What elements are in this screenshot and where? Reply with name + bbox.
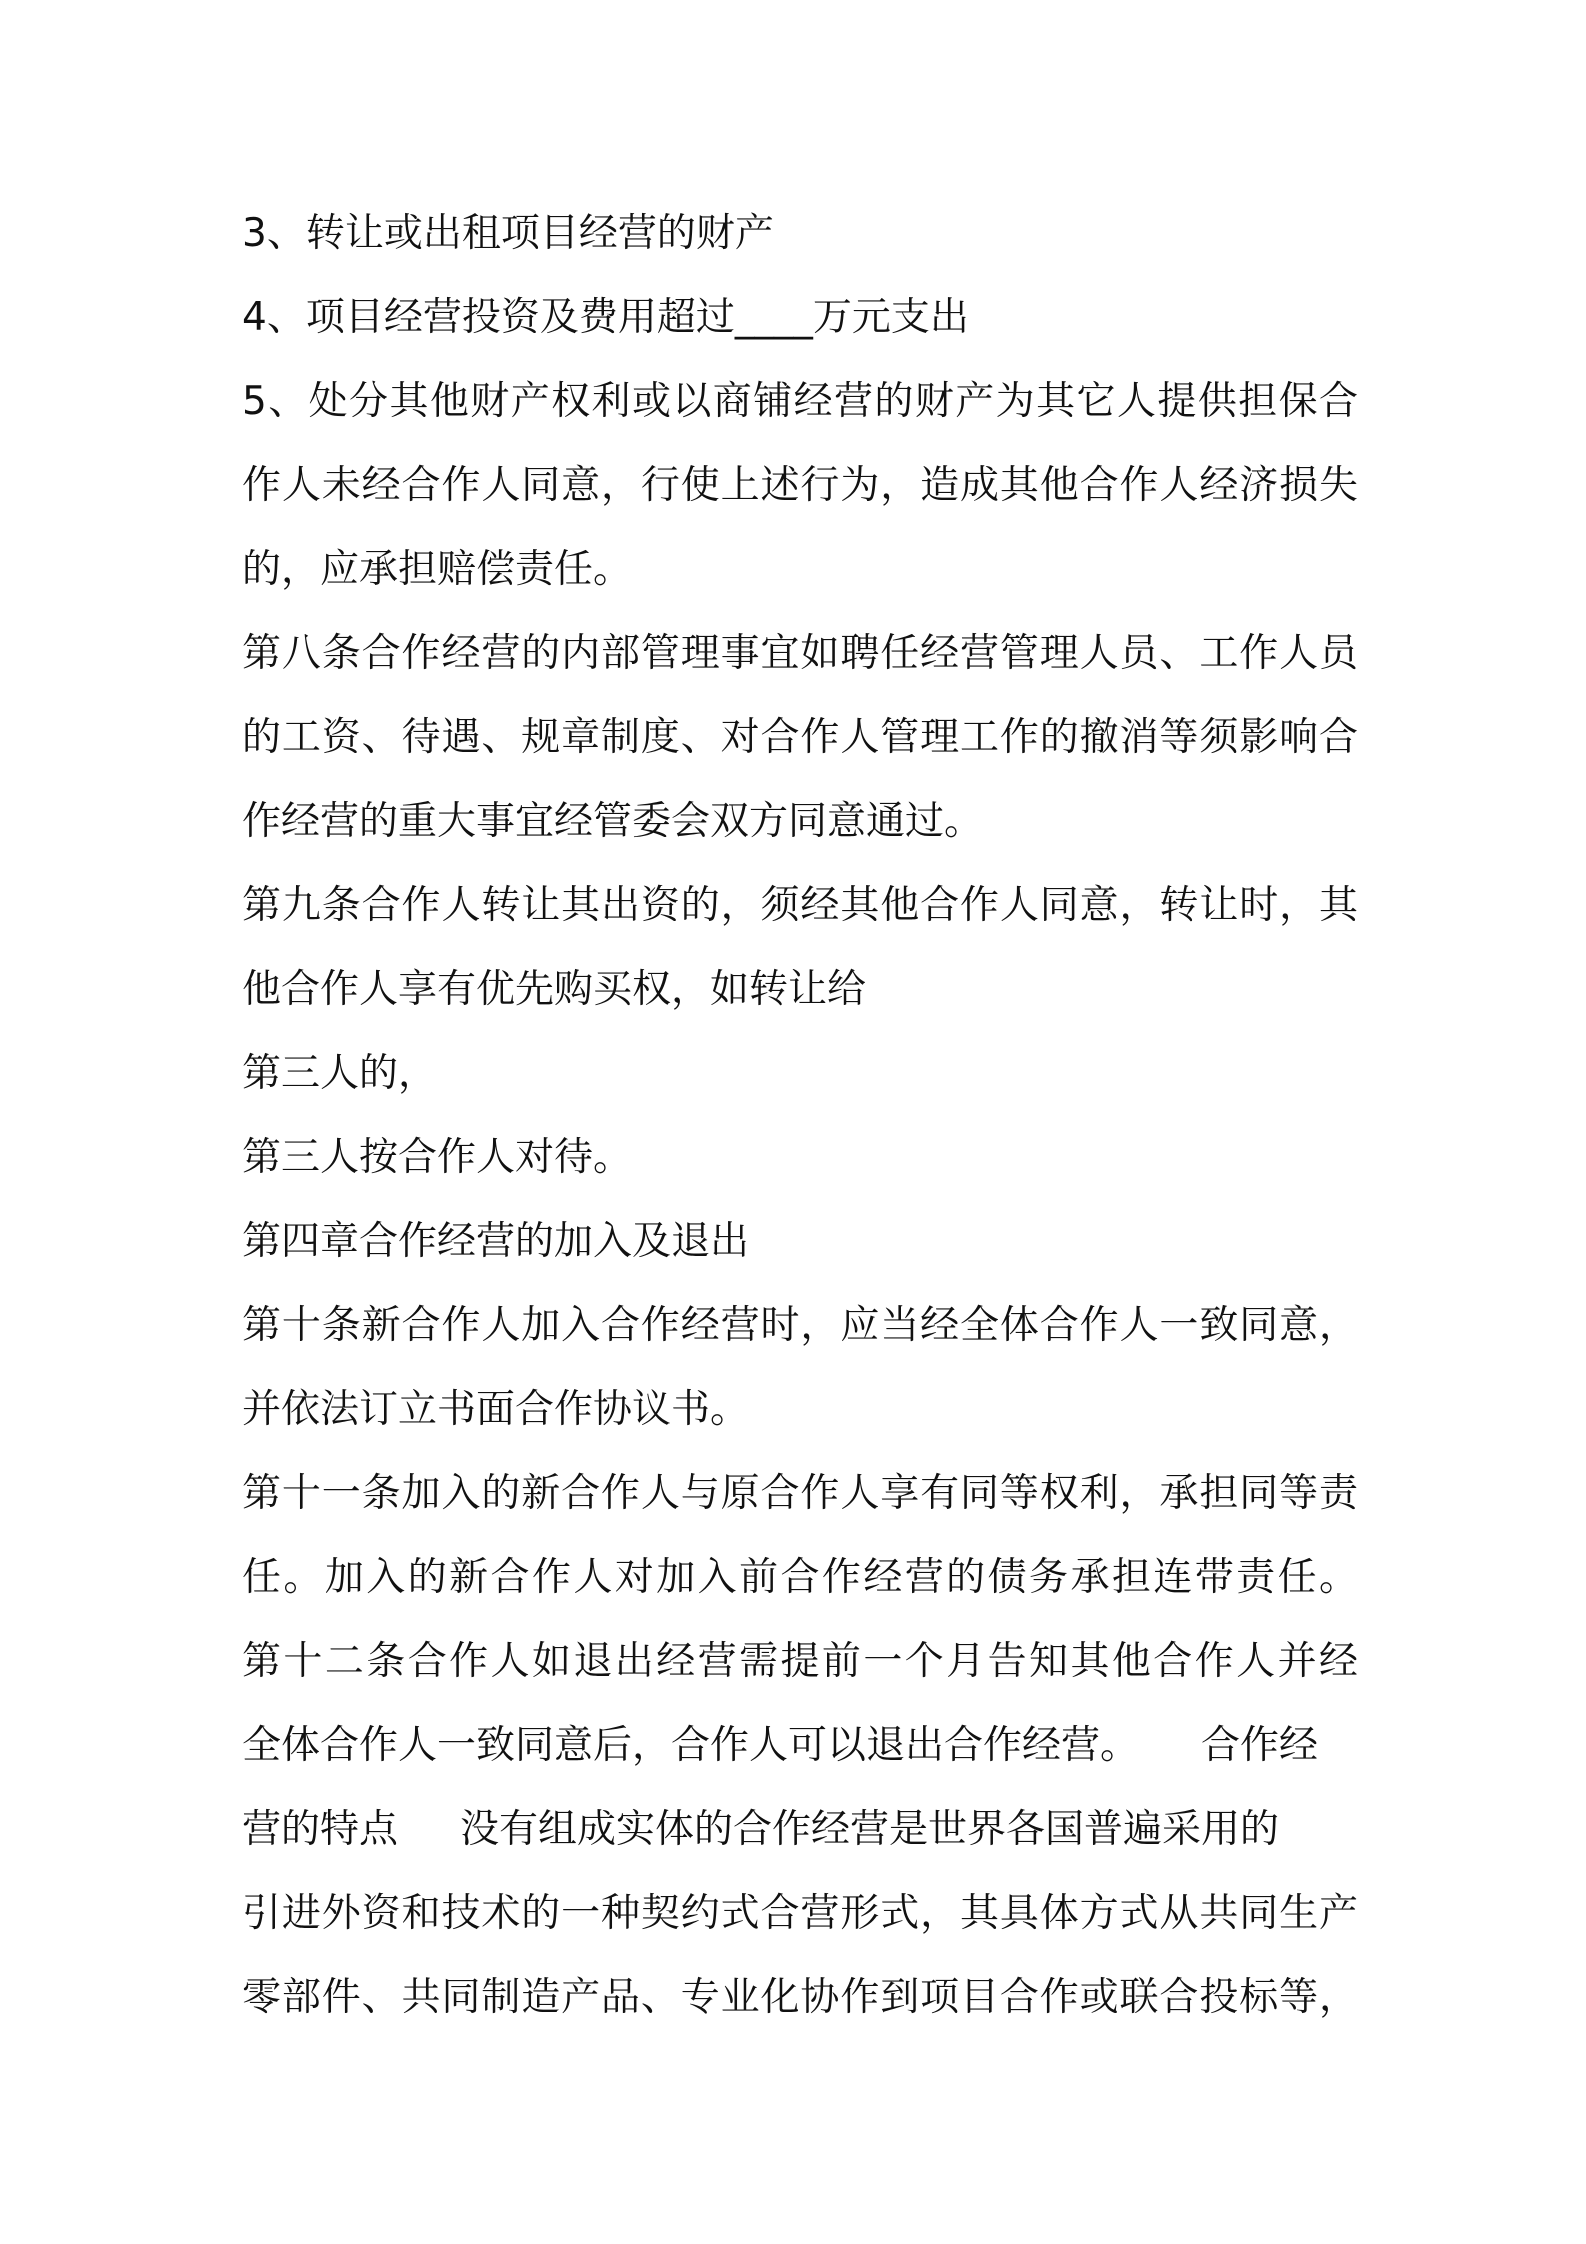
text-line: 第三人的， [242,1051,438,1096]
text-line: 3、转让或出租项目经营的财产 [242,211,774,256]
text-line: 4、项目经营投资及费用超过____万元支出 [242,295,969,340]
text-line: 5、处分其他财产权利或以商铺经营的财产为其它人提供担保合 [242,379,1358,424]
text-line: 第八条合作经营的内部管理事宜如聘任经营管理人员、工作人员 [242,631,1358,676]
document-body [242,192,1358,2040]
text-line: 任。加入的新合作人对加入前合作经营的债务承担连带责任。 [242,1555,1358,1600]
text-line: 引进外资和技术的一种契约式合营形式，其具体方式从共同生产 [242,1891,1358,1936]
text-line: 第九条合作人转让其出资的，须经其他合作人同意，转让时，其 [242,883,1358,928]
text-line: 第十一条加入的新合作人与原合作人享有同等权利，承担同等责 [242,1471,1358,1516]
text-line: 零部件、共同制造产品、专业化协作到项目合作或联合投标等， [242,1975,1358,2020]
text-line: 全体合作人一致同意后，合作人可以退出合作经营。 合作经 [242,1723,1318,1768]
text-line: 第十条新合作人加入合作经营时，应当经全体合作人一致同意， [242,1303,1358,1348]
text-line: 营的特点 没有组成实体的合作经营是世界各国普遍采用的 [242,1807,1279,1852]
text-line: 的，应承担赔偿责任。 [242,547,633,592]
text-line: 的工资、待遇、规章制度、对合作人管理工作的撤消等须影响合 [242,715,1358,760]
text-line: 他合作人享有优先购买权，如转让给 [242,967,867,1012]
section-heading: 第四章合作经营的加入及退出 [242,1219,750,1264]
text-line: 并依法订立书面合作协议书。 [242,1387,750,1432]
text-line: 第十二条合作人如退出经营需提前一个月告知其他合作人并经 [242,1639,1358,1684]
text-line: 作人未经合作人同意，行使上述行为，造成其他合作人经济损失 [242,463,1358,508]
text-line: 作经营的重大事宜经管委会双方同意通过。 [242,799,984,844]
text-line: 第三人按合作人对待。 [242,1135,633,1180]
